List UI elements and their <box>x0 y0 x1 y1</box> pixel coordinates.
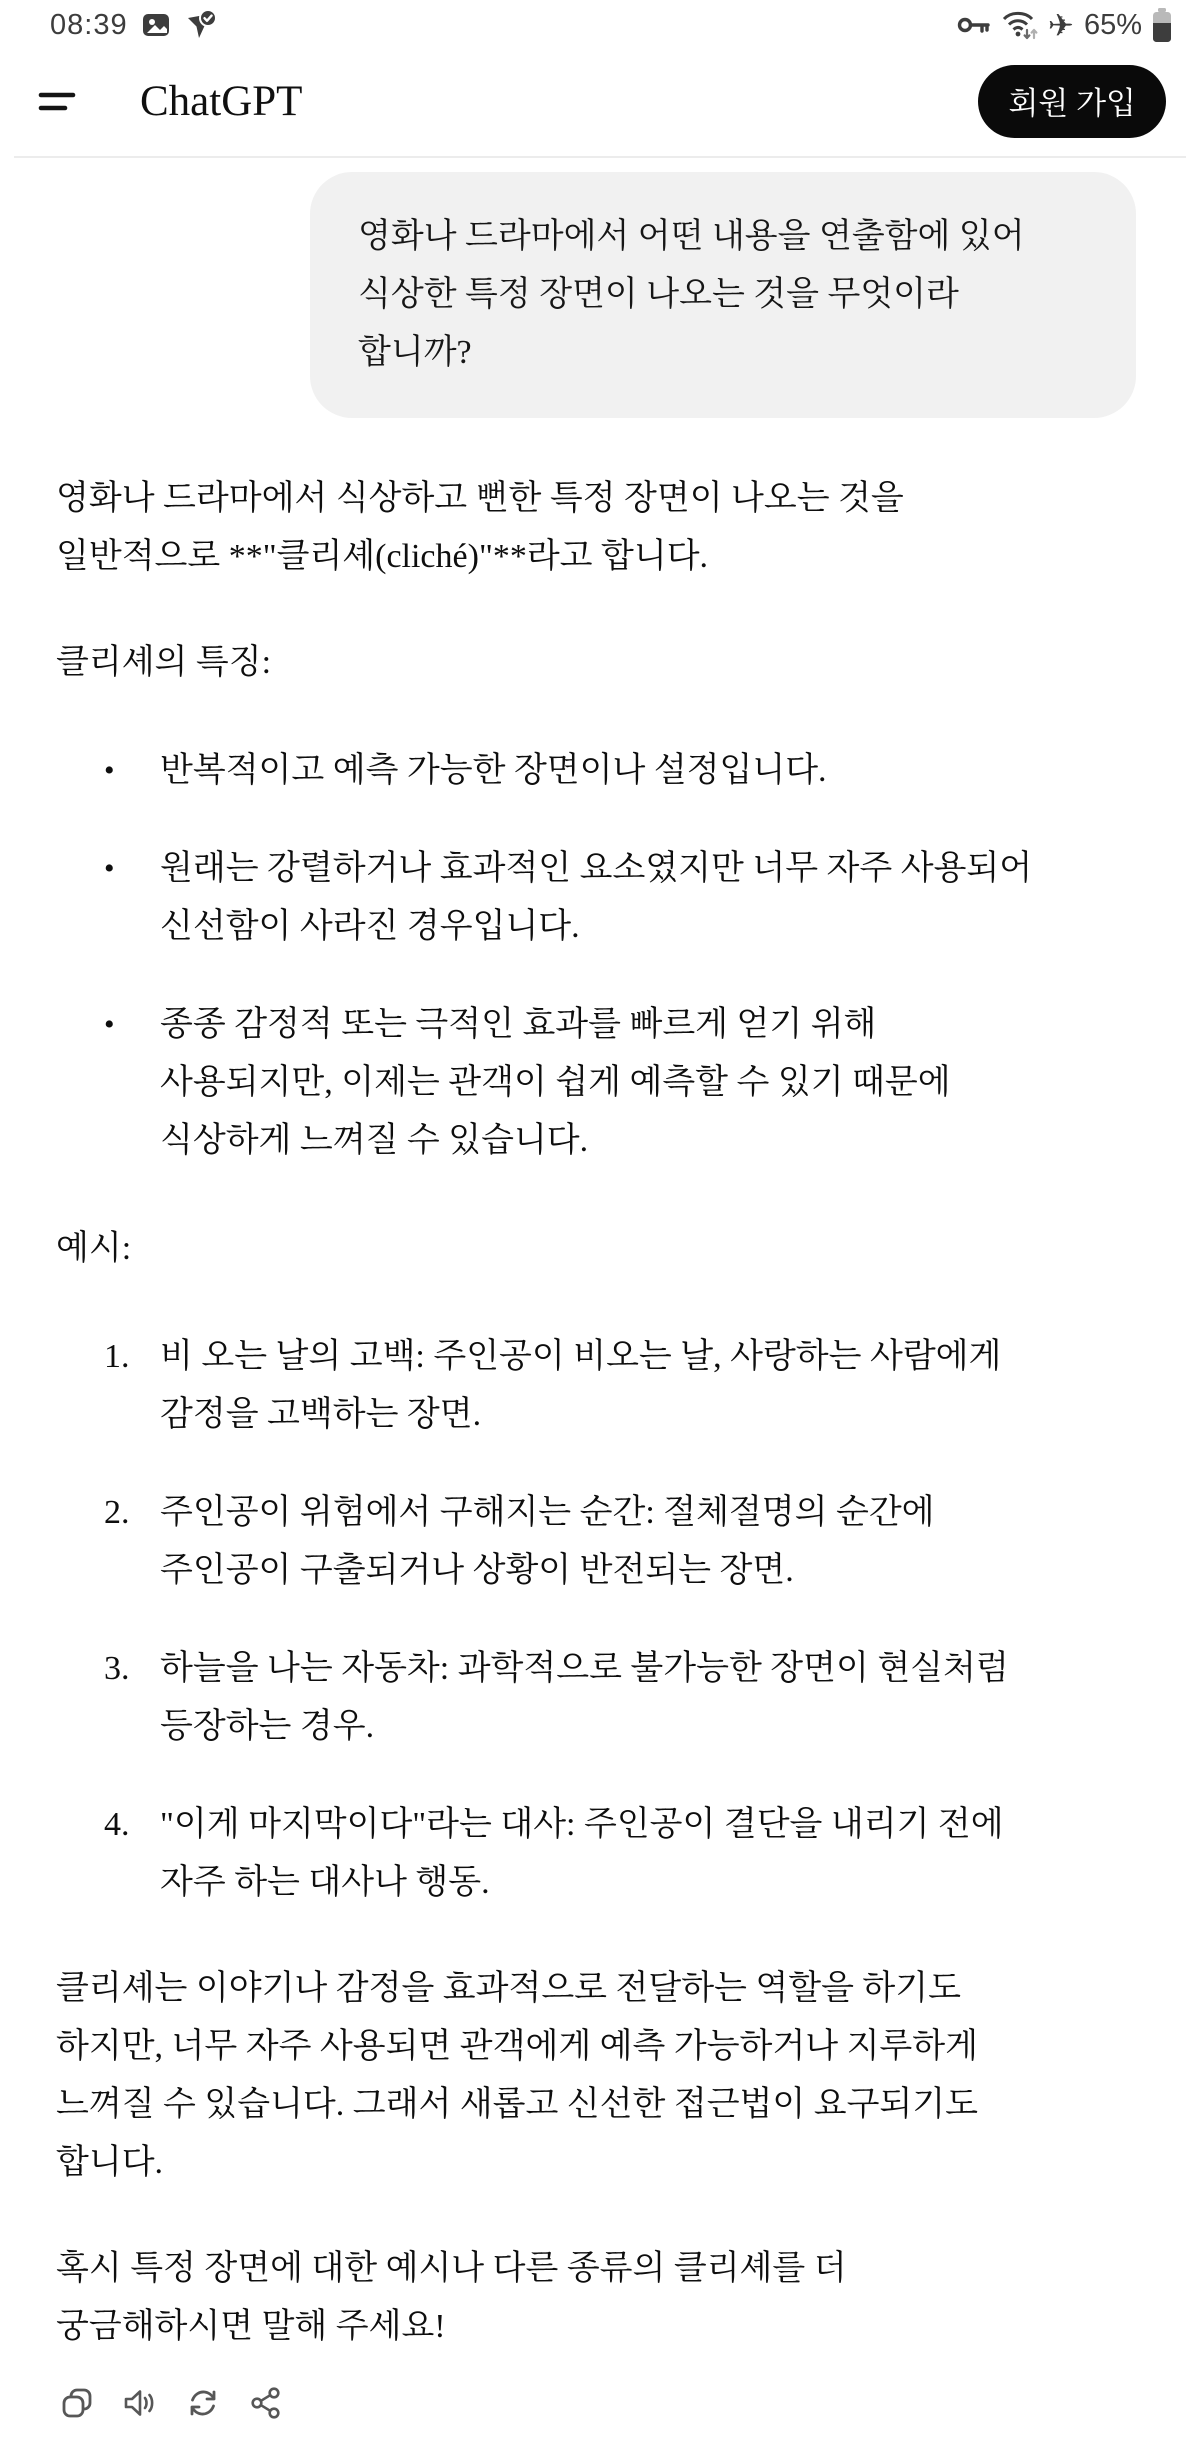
text-line: 반복적이고 예측 가능한 장면이나 설정입니다. <box>160 752 827 789</box>
share-icon <box>249 2386 283 2420</box>
copy-icon <box>60 2386 94 2420</box>
text-line: 궁금해하시면 말해 주세요! <box>56 2308 446 2345</box>
number-marker: 3. <box>104 1650 130 1687</box>
text-line: 종종 감정적 또는 극적인 효과를 빠르게 얻기 위해 <box>160 1006 877 1043</box>
number-marker: 1. <box>104 1338 130 1375</box>
text-line: 식상하게 느껴질 수 있습니다. <box>160 1122 589 1159</box>
copy-button[interactable] <box>58 2384 95 2421</box>
text-line: 비 오는 날의 고백: 주인공이 비오는 날, 사랑하는 사람에게 <box>160 1338 1002 1375</box>
text-line: 영화나 드라마에서 식상하고 뻔한 특정 장면이 나오는 것을 <box>56 480 904 517</box>
navigation-check-icon <box>184 8 218 42</box>
assistant-message <box>0 470 1200 2356</box>
app-title: ChatGPT <box>140 77 303 125</box>
user-message-bubble <box>310 172 1136 418</box>
features-list <box>56 742 1142 1170</box>
closing-paragraph <box>56 1960 1142 2192</box>
message-actions-bar <box>0 2384 1200 2421</box>
number-marker: 4. <box>104 1806 130 1843</box>
list-item-text <box>160 996 951 1170</box>
text-line: 주인공이 위험에서 구해지는 순간: 절체절명의 순간에 <box>160 1494 935 1531</box>
clock-text: 08:39 <box>50 8 128 41</box>
gallery-icon <box>140 9 172 41</box>
text-line: 클리셰는 이야기나 감정을 효과적으로 전달하는 역할을 하기도 <box>56 1970 961 2007</box>
signup-button[interactable]: 회원 가입 <box>978 65 1166 138</box>
list-item-text <box>160 840 1032 956</box>
text-line: 하늘을 나는 자동차: 과학적으로 불가능한 장면이 현실처럼 <box>160 1650 1009 1687</box>
text-line: 혹시 특정 장면에 대한 예시나 다른 종류의 클리셰를 더 <box>56 2250 847 2287</box>
list-item <box>104 996 1142 1170</box>
text-line: 느껴질 수 있습니다. 그래서 새롭고 신선한 접근법이 요구되기도 <box>56 2086 978 2123</box>
status-bar-right <box>956 7 1174 43</box>
list-item-text <box>160 1328 1001 1444</box>
list-item <box>104 840 1142 956</box>
text-line: 사용되지만, 이제는 관객이 쉽게 예측할 수 있기 때문에 <box>160 1064 951 1101</box>
list-item-text <box>160 1796 1004 1912</box>
airplane-icon: ✈ <box>1047 7 1074 43</box>
intro-paragraph <box>56 470 1142 586</box>
list-item <box>104 742 1142 800</box>
list-item <box>104 1796 1142 1912</box>
features-heading: 클리셰의 특징: <box>56 644 272 681</box>
text-line: 신선함이 사라진 경우입니다. <box>160 908 580 945</box>
text-line: 자주 하는 대사나 행동. <box>160 1864 490 1901</box>
bullet-marker: • <box>104 852 115 885</box>
text-line: 등장하는 경우. <box>160 1708 375 1745</box>
status-bar-left <box>50 8 218 42</box>
text-line: 주인공이 구출되거나 상황이 반전되는 장면. <box>160 1552 794 1589</box>
wifi-arrows-icon <box>1000 8 1040 42</box>
number-marker: 2. <box>104 1494 130 1531</box>
examples-heading: 예시: <box>56 1230 132 1267</box>
menu-button[interactable] <box>30 75 84 127</box>
examples-list <box>56 1328 1142 1912</box>
speaker-icon <box>122 2386 158 2420</box>
text-line: 감정을 고백하는 장면. <box>160 1396 482 1433</box>
header-divider <box>14 156 1186 158</box>
user-message-line: 영화나 드라마에서 어떤 내용을 연출함에 있어 <box>358 218 1025 255</box>
followup-paragraph <box>56 2240 1142 2356</box>
menu-icon <box>36 81 78 121</box>
regenerate-button[interactable] <box>184 2384 221 2421</box>
user-message-line: 식상한 특정 장면이 나오는 것을 무엇이라 <box>358 276 959 313</box>
text-line: 합니다. <box>56 2144 164 2181</box>
list-item-text <box>160 742 827 800</box>
text-line: 하지만, 너무 자주 사용되면 관객에게 예측 가능하거나 지루하게 <box>56 2028 978 2065</box>
text-line: 원래는 강렬하거나 효과적인 요소였지만 너무 자주 사용되어 <box>160 850 1033 887</box>
text-line: 일반적으로 **"클리셰(cliché)"**라고 합니다. <box>56 538 709 575</box>
battery-icon <box>1150 7 1174 43</box>
list-item <box>104 1328 1142 1444</box>
list-item <box>104 1484 1142 1600</box>
text-line: "이게 마지막이다"라는 대사: 주인공이 결단을 내리기 전에 <box>160 1806 1004 1843</box>
status-bar <box>0 0 1200 42</box>
key-icon <box>956 10 992 40</box>
battery-percent-text: 65% <box>1083 8 1142 41</box>
app-header <box>0 66 1200 136</box>
user-message-line: 합니까? <box>358 334 472 371</box>
bullet-marker: • <box>104 754 115 787</box>
regenerate-icon <box>185 2386 221 2420</box>
list-item-text <box>160 1484 935 1600</box>
share-button[interactable] <box>247 2384 284 2421</box>
bullet-marker: • <box>104 1008 115 1041</box>
read-aloud-button[interactable] <box>121 2384 158 2421</box>
list-item <box>104 1640 1142 1756</box>
list-item-text <box>160 1640 1009 1756</box>
